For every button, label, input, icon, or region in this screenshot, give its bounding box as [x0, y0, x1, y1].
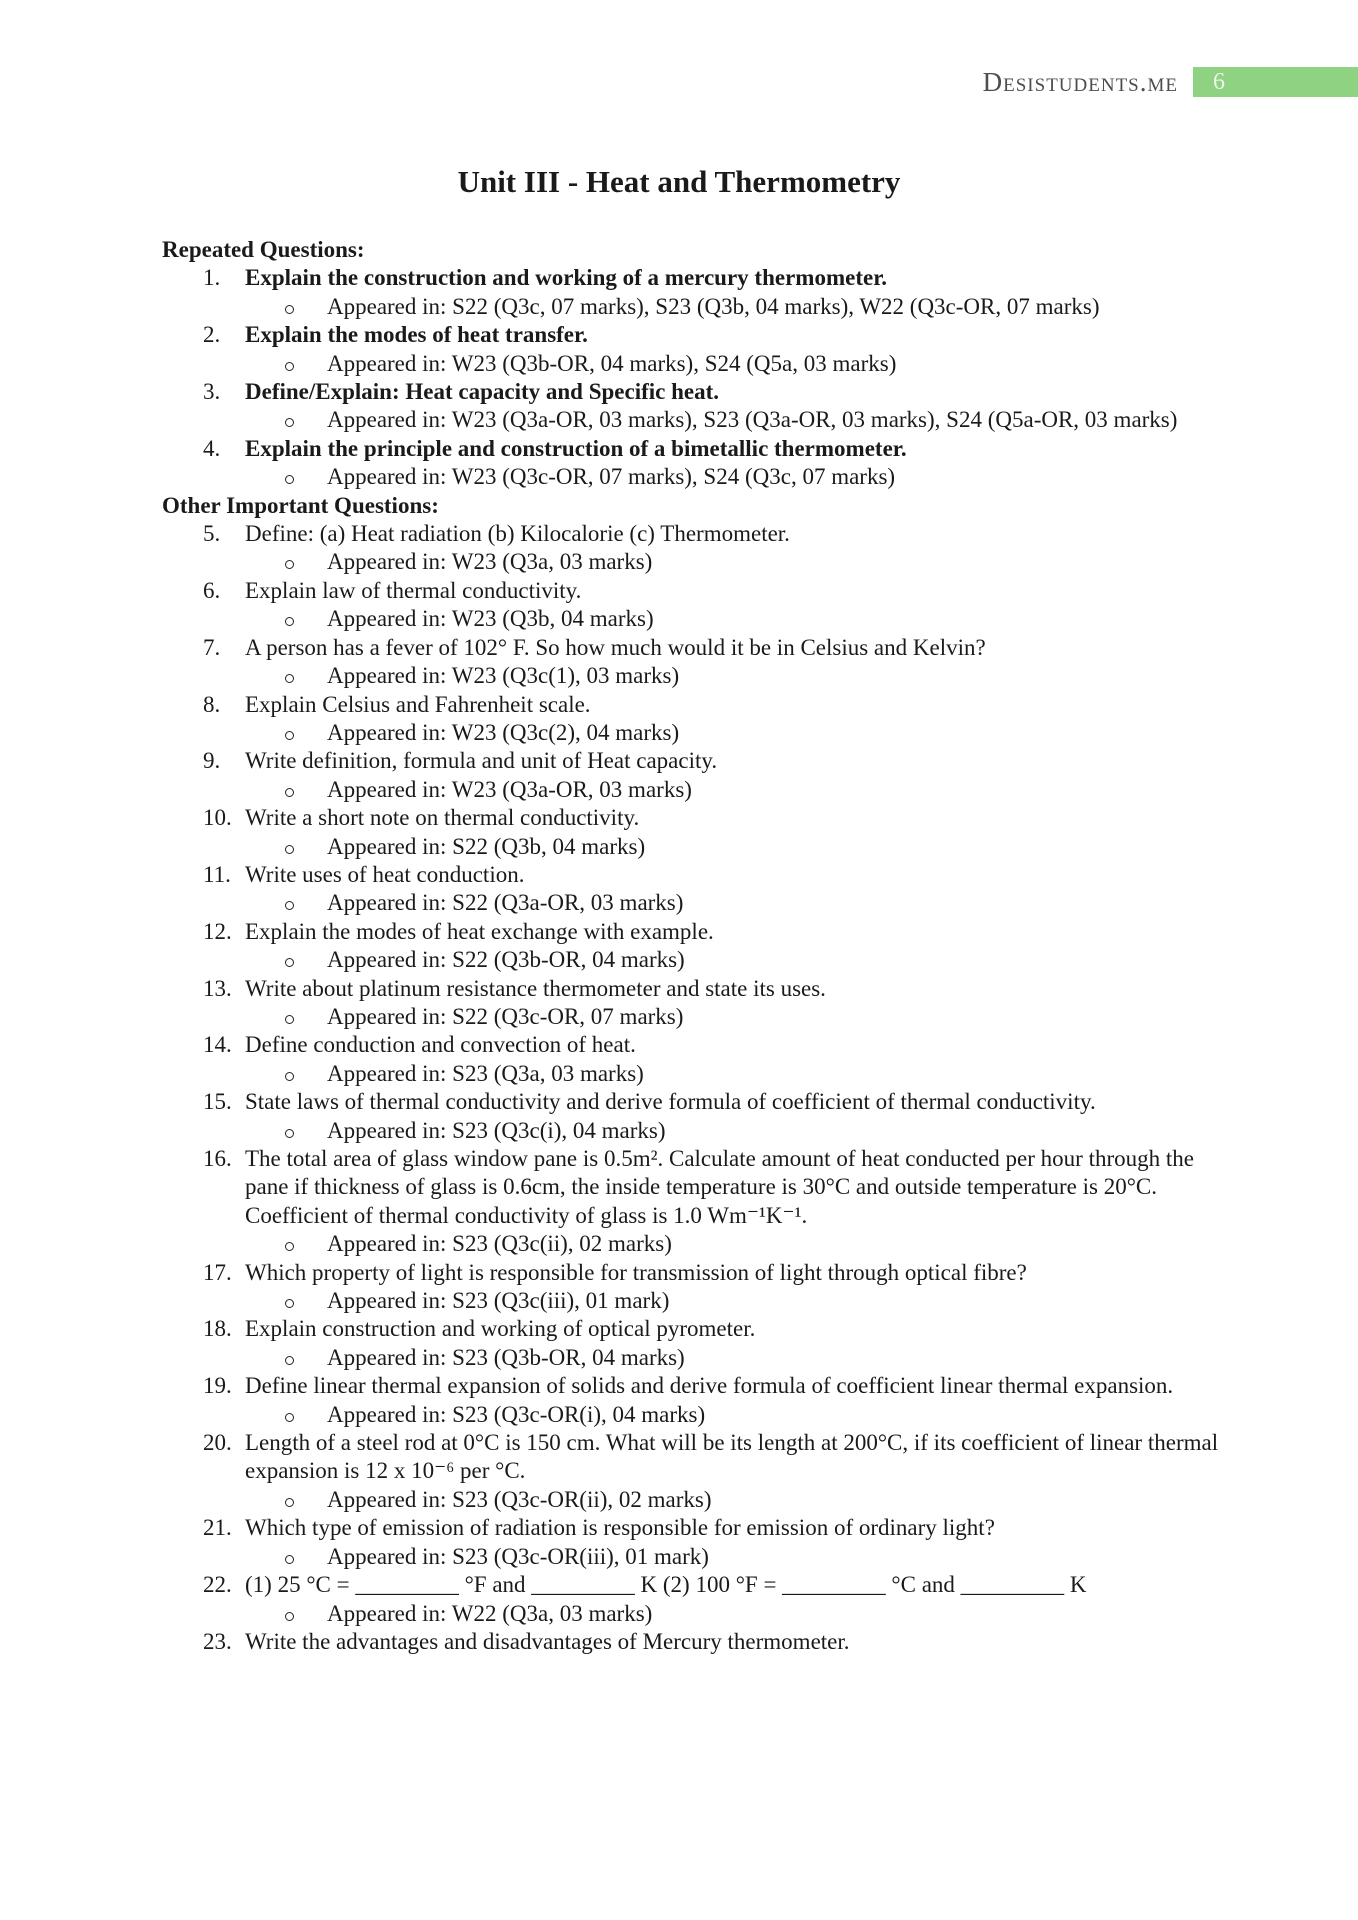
- appeared-line: [162, 1287, 1230, 1315]
- question-item: [162, 577, 1230, 634]
- question-number: 18.: [203, 1316, 232, 1342]
- appeared-line: [162, 719, 1230, 747]
- question-item: [162, 520, 1230, 577]
- page-title: Unit III - Heat and Thermometry: [457, 164, 901, 199]
- question-item: [162, 378, 1230, 435]
- appeared-text: Appeared in: S23 (Q3c(iii), 01 mark): [327, 1288, 670, 1314]
- question-text: Explain the principle and construction of a bimetallic thermometer.: [245, 435, 907, 461]
- question-item: [162, 1031, 1230, 1088]
- question-text: Explain Celsius and Fahrenheit scale.: [245, 691, 591, 717]
- page-number: 6: [1213, 69, 1225, 95]
- question-item: [162, 1372, 1230, 1429]
- appeared-line: [162, 1230, 1230, 1258]
- question-list: [162, 264, 1230, 491]
- question-line: [162, 861, 1230, 889]
- question-item: [162, 634, 1230, 691]
- bullet-cell: [285, 1117, 327, 1145]
- bullet-cell: [285, 1600, 327, 1628]
- question-item: [162, 1315, 1230, 1372]
- appeared-line: [162, 889, 1230, 917]
- question-item: [162, 747, 1230, 804]
- circle-bullet-icon: [285, 362, 294, 371]
- question-text: A person has a fever of 102° F. So how much would it be in Celsius and Kelvin?: [245, 634, 986, 660]
- question-line: [162, 975, 1230, 1003]
- question-number: 8.: [203, 691, 221, 717]
- question-item: [162, 1259, 1230, 1316]
- question-item: [162, 1088, 1230, 1145]
- question-line: [162, 1429, 1230, 1486]
- question-text: (1) 25 °C = _________ °F and _________ K (2) 100 °F = _________ °C and _________ K: [245, 1572, 1087, 1598]
- question-item: [162, 1571, 1230, 1628]
- question-line: [162, 918, 1230, 946]
- question-line: [162, 1259, 1230, 1287]
- appeared-text: Appeared in: W23 (Q3a-OR, 03 marks), S23 (Q3a-OR, 03 marks), S24 (Q5a-OR, 03 marks): [327, 407, 1178, 433]
- section-heading: Other Important Questions:: [162, 492, 439, 518]
- question-line: [162, 321, 1230, 349]
- bullet-cell: [285, 719, 327, 747]
- appeared-text: Appeared in: S23 (Q3c-OR(i), 04 marks): [327, 1401, 706, 1427]
- question-number: 16.: [203, 1146, 232, 1171]
- circle-bullet-icon: [285, 845, 294, 854]
- question-section: [162, 236, 1230, 492]
- appeared-line: [162, 1543, 1230, 1571]
- question-text: Explain the construction and working of a mercury thermometer.: [245, 265, 888, 291]
- bullet-cell: [285, 889, 327, 917]
- question-number: 9.: [203, 748, 221, 774]
- question-number: 5.: [203, 521, 221, 547]
- bullet-cell: [285, 1230, 327, 1258]
- appeared-text: Appeared in: W23 (Q3a-OR, 03 marks): [327, 776, 692, 802]
- bullet-cell: [285, 833, 327, 861]
- circle-bullet-icon: [285, 1498, 294, 1507]
- question-number: 7.: [203, 634, 221, 660]
- appeared-line: [162, 293, 1230, 321]
- page-header: [0, 64, 1358, 100]
- question-number: 15.: [203, 1089, 232, 1115]
- appeared-line: [162, 350, 1230, 378]
- appeared-text: Appeared in: W23 (Q3a, 03 marks): [327, 549, 653, 575]
- circle-bullet-icon: [285, 1242, 294, 1251]
- question-text: The total area of glass window pane is 0.5m². Calculate amount of heat conducted per hour through the pane if thickness of glass is 0.6cm, the inside temperature is 30°C and outside temperature is 20°C. Coefficient of thermal conductivity of glass is 1.0 Wm⁻¹K⁻¹.: [245, 1146, 1194, 1228]
- appeared-text: Appeared in: S23 (Q3a, 03 marks): [327, 1060, 644, 1086]
- question-number: 14.: [203, 1032, 232, 1058]
- question-line: [162, 577, 1230, 605]
- question-number: 12.: [203, 918, 232, 944]
- question-list: [162, 520, 1230, 1656]
- question-number: 6.: [203, 577, 221, 603]
- question-text: Write the advantages and disadvantages of Mercury thermometer.: [245, 1628, 850, 1654]
- question-text: Explain the modes of heat transfer.: [245, 322, 588, 348]
- question-number: 22.: [203, 1572, 232, 1598]
- appeared-line: [162, 1344, 1230, 1372]
- appeared-line: [162, 548, 1230, 576]
- appeared-line: [162, 1401, 1230, 1429]
- question-number: 10.: [203, 805, 232, 831]
- appeared-text: Appeared in: S23 (Q3c-OR(iii), 01 mark): [327, 1543, 709, 1569]
- question-text: Explain law of thermal conductivity.: [245, 577, 582, 603]
- appeared-line: [162, 1003, 1230, 1031]
- bullet-cell: [285, 350, 327, 378]
- appeared-line: [162, 1060, 1230, 1088]
- question-text: Which type of emission of radiation is responsible for emission of ordinary light?: [245, 1515, 995, 1541]
- question-line: [162, 378, 1230, 406]
- appeared-line: [162, 1600, 1230, 1628]
- question-text: Write uses of heat conduction.: [245, 861, 525, 887]
- circle-bullet-icon: [285, 1129, 294, 1138]
- question-number: 11.: [203, 861, 231, 887]
- question-text: Explain construction and working of optical pyrometer.: [245, 1316, 756, 1342]
- question-text: Define linear thermal expansion of solids and derive formula of coefficient linear thermal expansion.: [245, 1373, 1174, 1399]
- bullet-cell: [285, 1060, 327, 1088]
- circle-bullet-icon: [285, 560, 294, 569]
- circle-bullet-icon: [285, 475, 294, 484]
- appeared-text: Appeared in: W23 (Q3c(1), 03 marks): [327, 663, 680, 689]
- document-body: [0, 236, 1358, 1656]
- question-line: [162, 1031, 1230, 1059]
- question-line: [162, 1315, 1230, 1343]
- question-section: [162, 492, 1230, 1657]
- question-number: 13.: [203, 975, 232, 1001]
- question-text: Which property of light is responsible for transmission of light through optical fibre?: [245, 1259, 1027, 1285]
- appeared-text: Appeared in: S23 (Q3c-OR(ii), 02 marks): [327, 1486, 712, 1512]
- bullet-cell: [285, 548, 327, 576]
- question-line: [162, 1571, 1230, 1599]
- question-line: [162, 1145, 1230, 1230]
- question-line: [162, 804, 1230, 832]
- question-number: 3.: [203, 379, 221, 405]
- appeared-line: [162, 662, 1230, 690]
- appeared-line: [162, 1117, 1230, 1145]
- appeared-line: [162, 605, 1230, 633]
- question-number: 23.: [203, 1628, 232, 1654]
- circle-bullet-icon: [285, 788, 294, 797]
- circle-bullet-icon: [285, 1555, 294, 1564]
- appeared-text: Appeared in: S22 (Q3b, 04 marks): [327, 833, 646, 859]
- bullet-cell: [285, 605, 327, 633]
- circle-bullet-icon: [285, 1015, 294, 1024]
- question-item: [162, 918, 1230, 975]
- question-item: [162, 1429, 1230, 1514]
- appeared-text: Appeared in: W23 (Q3c-OR, 07 marks), S24 (Q3c, 07 marks): [327, 464, 896, 490]
- appeared-text: Appeared in: S22 (Q3c, 07 marks), S23 (Q3b, 04 marks), W22 (Q3c-OR, 07 marks): [327, 293, 1100, 319]
- circle-bullet-icon: [285, 1612, 294, 1621]
- question-item: [162, 804, 1230, 861]
- circle-bullet-icon: [285, 617, 294, 626]
- question-text: Write a short note on thermal conductivity.: [245, 805, 640, 831]
- question-item: [162, 1514, 1230, 1571]
- question-number: 1.: [203, 265, 221, 291]
- question-number: 21.: [203, 1515, 232, 1541]
- bullet-cell: [285, 1543, 327, 1571]
- question-number: 19.: [203, 1373, 232, 1399]
- circle-bullet-icon: [285, 901, 294, 910]
- question-line: [162, 747, 1230, 775]
- question-number: 17.: [203, 1259, 232, 1285]
- question-line: [162, 634, 1230, 662]
- section-heading: Repeated Questions:: [162, 237, 365, 262]
- question-item: [162, 1628, 1230, 1656]
- circle-bullet-icon: [285, 305, 294, 314]
- question-text: Explain the modes of heat exchange with example.: [245, 918, 714, 944]
- question-line: [162, 1088, 1230, 1116]
- question-item: [162, 264, 1230, 321]
- circle-bullet-icon: [285, 958, 294, 967]
- appeared-line: [162, 1486, 1230, 1514]
- question-line: [162, 1514, 1230, 1542]
- bullet-cell: [285, 406, 327, 434]
- bullet-cell: [285, 293, 327, 321]
- appeared-text: Appeared in: S23 (Q3b-OR, 04 marks): [327, 1344, 685, 1370]
- question-item: [162, 975, 1230, 1032]
- circle-bullet-icon: [285, 1413, 294, 1422]
- question-text: Define conduction and convection of heat.: [245, 1032, 636, 1058]
- question-line: [162, 435, 1230, 463]
- bullet-cell: [285, 1344, 327, 1372]
- site-name: Desistudents.me: [982, 67, 1178, 97]
- question-line: [162, 1372, 1230, 1400]
- question-text: Define: (a) Heat radiation (b) Kilocalorie (c) Thermometer.: [245, 521, 790, 547]
- page-number-badge: [1193, 67, 1358, 97]
- appeared-line: [162, 463, 1230, 491]
- bullet-cell: [285, 776, 327, 804]
- appeared-text: Appeared in: S23 (Q3c(i), 04 marks): [327, 1117, 666, 1143]
- bullet-cell: [285, 662, 327, 690]
- circle-bullet-icon: [285, 418, 294, 427]
- bullet-cell: [285, 1401, 327, 1429]
- question-line: [162, 691, 1230, 719]
- bullet-cell: [285, 1003, 327, 1031]
- question-item: [162, 1145, 1230, 1259]
- appeared-line: [162, 406, 1230, 434]
- question-text: Write about platinum resistance thermometer and state its uses.: [245, 975, 826, 1001]
- circle-bullet-icon: [285, 674, 294, 683]
- appeared-text: Appeared in: S23 (Q3c(ii), 02 marks): [327, 1231, 672, 1257]
- circle-bullet-icon: [285, 1072, 294, 1081]
- question-item: [162, 435, 1230, 492]
- bullet-cell: [285, 946, 327, 974]
- appeared-text: Appeared in: W23 (Q3b-OR, 04 marks), S24 (Q5a, 03 marks): [327, 350, 897, 376]
- appeared-text: Appeared in: W23 (Q3b, 04 marks): [327, 606, 654, 632]
- circle-bullet-icon: [285, 1356, 294, 1365]
- question-number: 2.: [203, 322, 221, 348]
- appeared-text: Appeared in: W23 (Q3c(2), 04 marks): [327, 719, 680, 745]
- circle-bullet-icon: [285, 1299, 294, 1308]
- question-line: [162, 520, 1230, 548]
- appeared-line: [162, 946, 1230, 974]
- bullet-cell: [285, 1287, 327, 1315]
- bullet-cell: [285, 463, 327, 491]
- question-text: Write definition, formula and unit of Heat capacity.: [245, 748, 718, 774]
- circle-bullet-icon: [285, 731, 294, 740]
- appeared-text: Appeared in: S22 (Q3b-OR, 04 marks): [327, 947, 685, 973]
- appeared-text: Appeared in: S22 (Q3a-OR, 03 marks): [327, 890, 684, 916]
- question-number: 20.: [203, 1430, 232, 1456]
- bullet-cell: [285, 1486, 327, 1514]
- appeared-line: [162, 776, 1230, 804]
- appeared-line: [162, 833, 1230, 861]
- appeared-text: Appeared in: S22 (Q3c-OR, 07 marks): [327, 1003, 684, 1029]
- question-text: Length of a steel rod at 0°C is 150 cm. What will be its length at 200°C, if its coefficient of linear thermal expansion is 12 x 10⁻⁶ per °C.: [245, 1430, 1219, 1484]
- question-number: 4.: [203, 435, 221, 461]
- appeared-text: Appeared in: W22 (Q3a, 03 marks): [327, 1600, 653, 1626]
- question-text: State laws of thermal conductivity and derive formula of coefficient of thermal conductivity.: [245, 1089, 1096, 1115]
- question-text: Define/Explain: Heat capacity and Specific heat.: [245, 379, 720, 405]
- question-line: [162, 1628, 1230, 1656]
- question-item: [162, 691, 1230, 748]
- question-line: [162, 264, 1230, 292]
- question-item: [162, 321, 1230, 378]
- question-item: [162, 861, 1230, 918]
